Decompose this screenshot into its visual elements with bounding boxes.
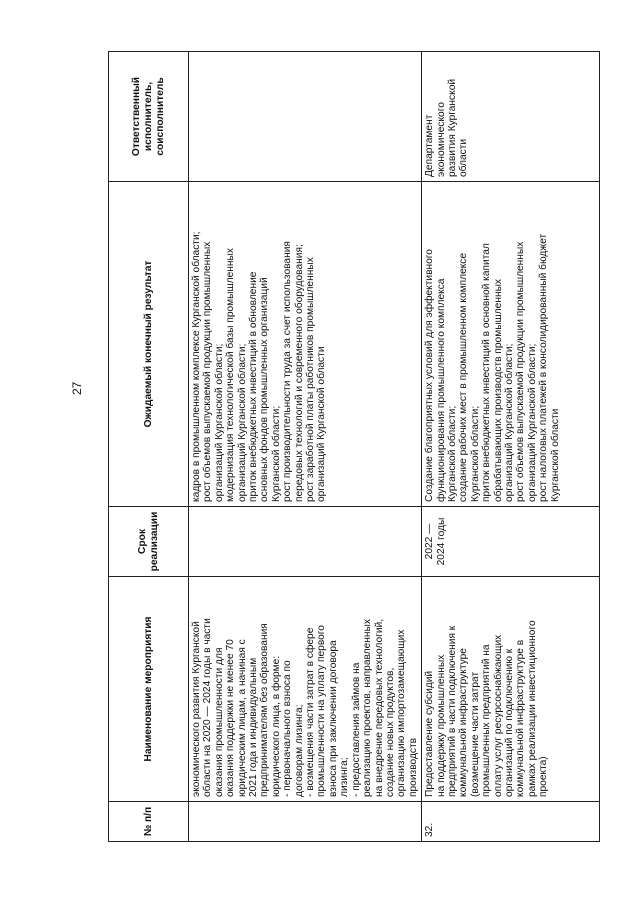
text-line: оплату услуг ресурсоснабжающих bbox=[492, 634, 504, 797]
text-line: (возмещение части затрат bbox=[469, 671, 481, 797]
text-line: 2021 года и индивидуальным bbox=[248, 657, 260, 797]
text-line: кадров в промышленном комплексе Курганской области; bbox=[191, 231, 202, 502]
text-line: взноса при заключении договора bbox=[327, 640, 339, 797]
text-line: Департамент bbox=[424, 114, 436, 177]
text-line: организаций Курганской области; bbox=[213, 343, 225, 502]
text-line: рамках реализации инвестиционного bbox=[526, 620, 538, 797]
text-line: Курганской области; bbox=[270, 405, 282, 502]
text-line: рост налоговых платежей в консолидированный бюджет bbox=[538, 233, 550, 502]
table-header-row bbox=[109, 52, 189, 842]
text-line: организаций Курганской области bbox=[316, 346, 328, 502]
text-line: рост объемов выпускаемой продукции промышленных bbox=[515, 241, 527, 502]
header-responsible: Ответственный исполнитель, соисполнитель bbox=[109, 52, 189, 182]
text-line: - возмещения части затрат в сфере bbox=[305, 627, 317, 797]
text-line: Предоставление субсидий bbox=[424, 670, 436, 797]
header-result: Ожидаемый конечный результат bbox=[109, 182, 189, 507]
measure-name-cell bbox=[189, 577, 422, 802]
table-row bbox=[422, 52, 600, 842]
text-line: передовых технологий и современного оборудования; bbox=[293, 244, 305, 502]
text-line: юридическим лицам, а начиная с bbox=[236, 639, 248, 797]
term-cell bbox=[189, 507, 422, 577]
text-line: коммунальной инфраструктуре bbox=[458, 648, 470, 797]
row-num-cell: 32. bbox=[422, 802, 600, 842]
text-line: оказания поддержки не менее 70 bbox=[225, 639, 237, 797]
text-line: реализацию проектов, направленных bbox=[362, 619, 374, 797]
text-line: на внедрение передовых технологий, bbox=[373, 618, 385, 797]
text-line: создание новых продуктов, bbox=[384, 667, 396, 797]
text-line: организацию импортозамещающих bbox=[396, 629, 408, 797]
text-line: развития Курганской bbox=[446, 78, 458, 177]
text-line: приток внебюджетных инвестиций в основной капитал bbox=[481, 243, 493, 502]
text-line: рост заработной платы работников промышленных bbox=[305, 257, 317, 502]
text-line: области bbox=[458, 138, 470, 177]
text-line: предпринимателям без образования bbox=[259, 623, 271, 797]
text-line: предприятий в части подключения к bbox=[446, 625, 458, 797]
measures-table bbox=[108, 51, 600, 842]
rotated-table-wrapper bbox=[108, 52, 580, 842]
page-number: 27 bbox=[70, 381, 84, 395]
text-line: Курганской области; bbox=[446, 405, 458, 502]
text-line: - предоставления займов на bbox=[350, 662, 362, 797]
header-name: Наименование мероприятия bbox=[109, 577, 189, 802]
text-line: организаций Курганской области; bbox=[526, 343, 538, 502]
text-line: создание рабочих мест в промышленном комплексе bbox=[458, 252, 470, 502]
text-line: модернизация технологической базы промышленных bbox=[225, 248, 237, 502]
text-line: лизинга; bbox=[339, 757, 351, 797]
row-num-cell bbox=[189, 802, 422, 842]
text-line: проекта) bbox=[538, 756, 550, 797]
text-line: промышленных предприятий на bbox=[481, 644, 493, 797]
term-cell: 2022 — 2024 годы bbox=[422, 507, 600, 577]
text-line: организаций Курганской области; bbox=[236, 343, 248, 502]
responsible-cell bbox=[189, 52, 422, 182]
text-line: основных фондов промышленных организаций bbox=[259, 277, 271, 502]
text-line: оказания промышленности для bbox=[213, 647, 225, 797]
header-term: Срок реализации bbox=[109, 507, 189, 577]
text-line: промышленности на уплату первого bbox=[316, 625, 328, 797]
result-cell bbox=[422, 182, 600, 507]
measure-name-cell bbox=[422, 577, 600, 802]
text-line: организаций Курганской области; bbox=[503, 343, 515, 502]
text-line: производств bbox=[407, 737, 419, 797]
text-line: экономического развития Курганской bbox=[191, 621, 202, 797]
text-line: обрабатывающих производств промышленных bbox=[492, 279, 504, 502]
text-line: юридического лица, в форме: bbox=[270, 655, 282, 797]
table-row bbox=[189, 52, 422, 842]
text-line: экономического bbox=[435, 102, 447, 177]
text-line: на поддержку промышленных bbox=[435, 654, 447, 797]
text-line: функционирования промышленного комплекса bbox=[435, 278, 447, 502]
text-line: Создание благоприятных условий для эффективного bbox=[424, 249, 436, 502]
text-line: рост производительности труда за счет использования bbox=[282, 241, 294, 502]
text-line: Курганской области; bbox=[469, 405, 481, 502]
text-line: Курганской области bbox=[549, 408, 561, 502]
text-line: коммунальной инфраструктуре в bbox=[515, 639, 527, 797]
text-line: рост объемов выпускаемой продукции промышленных bbox=[202, 241, 214, 502]
text-line: области на 2020 — 2024 годы в части bbox=[202, 618, 214, 797]
text-line: приток внебюджетных инвестиций в обновление bbox=[248, 271, 260, 502]
text-line: договорам лизинга; bbox=[293, 704, 305, 797]
text-line: организаций по подключению к bbox=[503, 648, 515, 797]
result-cell bbox=[189, 182, 422, 507]
responsible-cell bbox=[422, 52, 600, 182]
text-line: - первоначального взноса по bbox=[282, 660, 294, 797]
header-num: № п/п bbox=[109, 802, 189, 842]
